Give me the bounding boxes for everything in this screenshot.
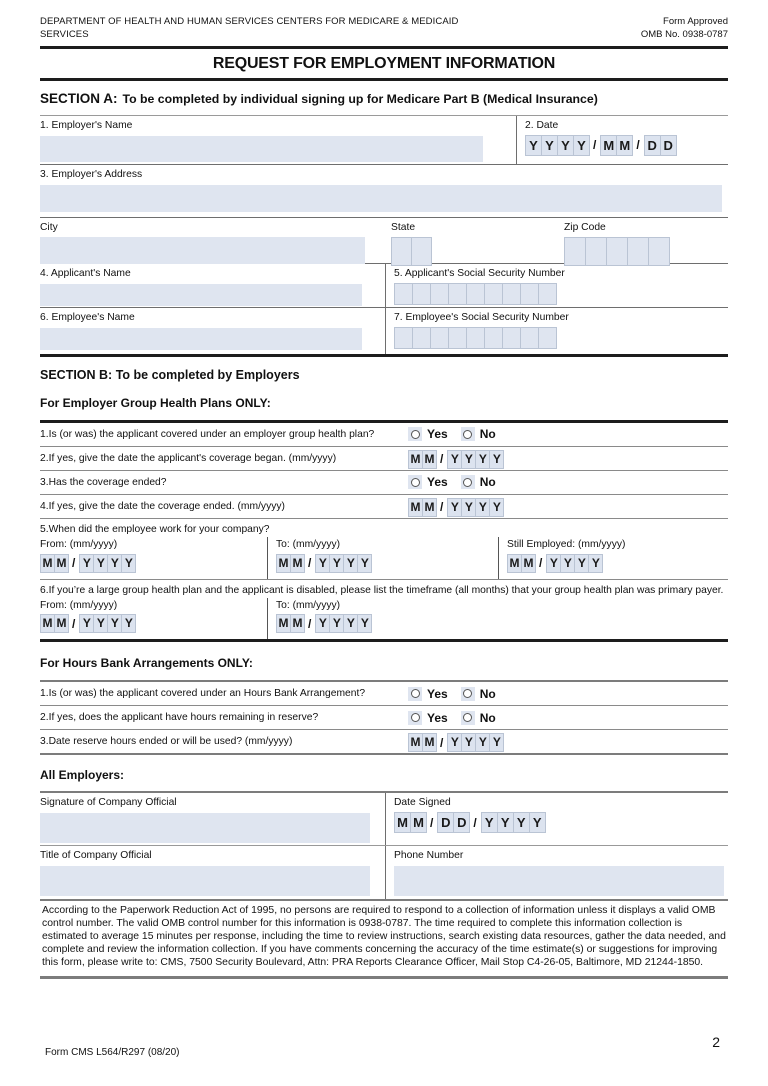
radio-circle-icon — [411, 689, 420, 698]
date-char-box[interactable]: Y — [573, 135, 590, 156]
date-char-box[interactable]: M — [408, 498, 423, 517]
title-label: Title of Company Official — [40, 850, 152, 862]
radio-circle-icon — [411, 430, 420, 439]
gh-question-5 — [40, 519, 728, 580]
date-separator: / — [636, 138, 640, 153]
date-char-box[interactable]: Y — [489, 733, 504, 752]
date-char-box[interactable]: Y — [489, 450, 504, 469]
gh-q2-date-field[interactable] — [408, 450, 503, 469]
date-char-box[interactable]: Y — [107, 614, 122, 633]
digit-box[interactable] — [412, 327, 431, 349]
q6-to-col — [267, 598, 498, 640]
q6-to-date-field[interactable] — [276, 614, 371, 633]
digit-box[interactable] — [394, 283, 413, 305]
gh-question-6 — [40, 580, 728, 643]
employer-name-input[interactable] — [40, 136, 483, 162]
date-char-box[interactable]: Y — [79, 614, 94, 633]
date-char-box[interactable]: Y — [343, 554, 358, 573]
date-char-box[interactable]: Y — [315, 554, 330, 573]
radio-circle-icon — [411, 478, 420, 487]
date-char-box[interactable]: M — [290, 614, 305, 633]
digit-box[interactable] — [448, 327, 467, 349]
section-a-heading — [40, 81, 728, 116]
applicant-ssn-label: 5. Applicant's Social Security Number — [394, 267, 565, 279]
signature-cell — [40, 793, 385, 845]
digit-box[interactable] — [412, 283, 431, 305]
q5-from-col — [40, 537, 267, 579]
date-char-box[interactable]: M — [276, 614, 291, 633]
date-char-box[interactable]: Y — [329, 614, 344, 633]
q5-still-employed-date-field[interactable] — [507, 554, 602, 573]
date-char-box[interactable]: M — [408, 733, 423, 752]
gh-q3-label: 3.Has the coverage ended? — [40, 476, 167, 488]
date-char-box[interactable]: Y — [343, 614, 358, 633]
applicant-name-label: 4. Applicant's Name — [40, 267, 131, 279]
date-separator: / — [593, 138, 597, 153]
digit-box[interactable] — [502, 283, 521, 305]
employee-name-label: 6. Employee's Name — [40, 311, 135, 323]
gh-question-2 — [40, 447, 728, 471]
form-approved-text: Form Approved — [663, 16, 728, 27]
date-separator: / — [440, 452, 444, 467]
date-char-box[interactable]: Y — [79, 554, 94, 573]
gh-q1-yes-no — [408, 427, 509, 441]
radio-circle-icon — [463, 478, 472, 487]
date-separator: / — [440, 500, 444, 515]
employee-name-cell — [40, 308, 385, 354]
date-char-box[interactable]: Y — [489, 498, 504, 517]
date-char-box[interactable]: M — [507, 554, 522, 573]
gh-question-4 — [40, 495, 728, 519]
hb-q2-yes-no — [408, 711, 509, 725]
date-char-box[interactable]: Y — [541, 135, 558, 156]
date-char-box[interactable]: Y — [574, 554, 589, 573]
yes-label: Yes — [427, 427, 448, 442]
date-separator: / — [72, 556, 76, 571]
digit-box[interactable] — [391, 237, 412, 266]
date-separator: / — [430, 815, 434, 830]
date-separator: / — [308, 616, 312, 631]
date-char-box[interactable]: Y — [461, 450, 476, 469]
date-separator: / — [308, 556, 312, 571]
hb-question-3 — [40, 730, 728, 755]
digit-box[interactable] — [585, 237, 607, 266]
date-label: 2. Date — [525, 119, 559, 131]
date-char-box[interactable]: M — [408, 450, 423, 469]
date-char-box[interactable]: M — [410, 812, 427, 833]
date-char-box[interactable]: Y — [461, 498, 476, 517]
title-input[interactable] — [40, 866, 370, 896]
city-cell — [40, 218, 391, 263]
row-employer-address — [40, 165, 728, 218]
date-char-box[interactable]: M — [394, 812, 411, 833]
q5-to-date-field[interactable] — [276, 554, 371, 573]
gh-q4-date-field[interactable] — [408, 498, 503, 517]
date-char-box[interactable]: Y — [357, 614, 372, 633]
q5-to-label: To: (mm/yyyy) — [276, 538, 341, 550]
gh-q4-label: 4.If yes, give the date the coverage ended. (mm/yyyy) — [40, 500, 285, 512]
date-char-box[interactable]: Y — [481, 812, 498, 833]
row-employer-name-date — [40, 116, 728, 165]
section-b-heading: SECTION B: To be completed by Employers — [40, 367, 300, 382]
employee-ssn-input[interactable] — [394, 327, 556, 349]
date-char-box[interactable]: M — [54, 614, 69, 633]
digit-box[interactable] — [606, 237, 628, 266]
q5-from-label: From: (mm/yyyy) — [40, 538, 118, 550]
hb-q3-date-field[interactable] — [408, 733, 503, 752]
employer-name-label: 1. Employer's Name — [40, 119, 133, 131]
date-char-box[interactable]: Y — [121, 614, 136, 633]
radio-circle-icon — [463, 430, 472, 439]
date-char-box[interactable]: Y — [447, 498, 462, 517]
date-char-box[interactable]: D — [644, 135, 661, 156]
phone-cell — [385, 846, 728, 899]
date-char-box[interactable]: Y — [560, 554, 575, 573]
employee-name-input[interactable] — [40, 328, 362, 350]
gh-q3-yes-no — [408, 475, 509, 489]
digit-box[interactable] — [538, 327, 557, 349]
signature-input[interactable] — [40, 813, 370, 843]
date-cell — [516, 116, 676, 164]
date-char-box[interactable]: M — [600, 135, 617, 156]
row-applicant — [40, 264, 728, 308]
digit-box[interactable] — [484, 327, 503, 349]
employer-address-label: 3. Employer's Address — [40, 168, 143, 180]
city-label: City — [40, 221, 58, 233]
date-char-box[interactable]: Y — [475, 733, 490, 752]
no-label: No — [479, 427, 496, 442]
gh-q1-yes-radio[interactable] — [408, 427, 422, 441]
digit-box[interactable] — [627, 237, 649, 266]
all-employers-table — [40, 791, 728, 901]
digit-box[interactable] — [564, 237, 586, 266]
employee-ssn-label: 7. Employee's Social Security Number — [394, 311, 569, 323]
employer-address-input[interactable] — [40, 185, 722, 212]
signature-label: Signature of Company Official — [40, 797, 177, 809]
employer-address-cell — [40, 165, 722, 217]
date-char-box[interactable]: M — [521, 554, 536, 573]
radio-circle-icon — [411, 713, 420, 722]
no-label: No — [479, 475, 496, 490]
hb-q2-label: 2.If yes, does the applicant have hours remaining in reserve? — [40, 712, 319, 724]
digit-box[interactable] — [648, 237, 670, 266]
yes-label: Yes — [427, 710, 448, 725]
zip-cell — [564, 218, 728, 263]
digit-box[interactable] — [394, 327, 413, 349]
date-char-box[interactable]: Y — [447, 733, 462, 752]
date-char-box[interactable]: Y — [588, 554, 603, 573]
form-approved-block — [641, 16, 728, 42]
date-char-box[interactable]: M — [276, 554, 291, 573]
yes-label: Yes — [427, 475, 448, 490]
date-char-box[interactable]: M — [290, 554, 305, 573]
date-char-box[interactable]: Y — [525, 135, 542, 156]
row-employee — [40, 308, 728, 357]
hb-q1-yes-radio[interactable] — [408, 687, 422, 701]
paperwork-reduction-act-statement: According to the Paperwork Reduction Act of 1995, no persons are required to respond to a collection of information unless it displays a valid OMB control number. The valid OMB control number for this information is 0938-0787. The time required to complete this information collection is estimated to average 15 minutes per response, including the time to review instructions, search existing data resources, gather the data needed, and complete and review the information collection. If you have comments concerning the accuracy of the time estimate(s) or suggestions for improving this form, please write to: CMS, 7500 Security Boulevard, Attn: PRA Reports Clearance Officer, Mail Stop C4-26-05, Baltimore, MD 21244-1850. — [40, 901, 728, 978]
digit-box[interactable] — [520, 283, 539, 305]
date-char-box[interactable]: M — [40, 554, 55, 573]
state-label: State — [391, 221, 416, 233]
date-char-box[interactable]: Y — [93, 614, 108, 633]
hb-q1-no-radio[interactable] — [461, 687, 475, 701]
form-title: REQUEST FOR EMPLOYMENT INFORMATION — [40, 49, 728, 81]
digit-box[interactable] — [430, 327, 449, 349]
state-cell — [391, 218, 564, 263]
gh-question-3 — [40, 471, 728, 495]
row-title-phone — [40, 845, 728, 899]
radio-circle-icon — [463, 713, 472, 722]
q5-from-date-field[interactable] — [40, 554, 135, 573]
applicant-name-cell — [40, 264, 385, 307]
date-separator: / — [473, 815, 477, 830]
date-char-box[interactable]: M — [54, 554, 69, 573]
q6-from-date-field[interactable] — [40, 614, 135, 633]
no-label: No — [479, 710, 496, 725]
digit-box[interactable] — [538, 283, 557, 305]
zip-input[interactable] — [564, 237, 669, 266]
hb-q2-no-radio[interactable] — [461, 711, 475, 725]
date-signed-field[interactable] — [394, 812, 545, 833]
phone-label: Phone Number — [394, 850, 464, 862]
q5-still-employed-label: Still Employed: (mm/yyyy) — [507, 538, 626, 550]
agency-line1: DEPARTMENT OF HEALTH AND HUMAN SERVICES CENTERS FOR MEDICARE & MEDICAID — [40, 16, 459, 27]
employer-name-cell — [40, 116, 516, 164]
digit-box[interactable] — [520, 327, 539, 349]
date-char-box[interactable]: Y — [447, 450, 462, 469]
digit-box[interactable] — [484, 283, 503, 305]
date-char-box[interactable]: Y — [475, 498, 490, 517]
date-separator: / — [440, 735, 444, 750]
digit-box[interactable] — [430, 283, 449, 305]
zip-label: Zip Code — [564, 221, 606, 233]
yes-label: Yes — [427, 686, 448, 701]
date-char-box[interactable]: D — [453, 812, 470, 833]
date-char-box[interactable]: M — [40, 614, 55, 633]
section-a-prefix: SECTION A: — [40, 90, 118, 106]
q5-to-col — [267, 537, 498, 579]
date-char-box[interactable]: Y — [315, 614, 330, 633]
date-field[interactable] — [525, 135, 676, 156]
title-cell — [40, 846, 385, 899]
digit-box[interactable] — [466, 283, 485, 305]
digit-box[interactable] — [448, 283, 467, 305]
page-number: 2 — [712, 1034, 720, 1050]
date-char-box[interactable]: Y — [497, 812, 514, 833]
applicant-name-input[interactable] — [40, 284, 362, 306]
hb-q3-label: 3.Date reserve hours ended or will be used? (mm/yyyy) — [40, 736, 293, 748]
gh-q1-no-radio[interactable] — [461, 427, 475, 441]
date-char-box[interactable]: Y — [557, 135, 574, 156]
date-char-box[interactable]: Y — [357, 554, 372, 573]
q6-to-label: To: (mm/yyyy) — [276, 599, 341, 611]
radio-circle-icon — [463, 689, 472, 698]
date-char-box[interactable]: Y — [513, 812, 530, 833]
date-char-box[interactable]: M — [422, 498, 437, 517]
gh-q2-label: 2.If yes, give the date the applicant's coverage began. (mm/yyyy) — [40, 452, 337, 464]
hb-question-1 — [40, 682, 728, 706]
omb-number: OMB No. 0938-0787 — [640, 28, 728, 40]
no-label: No — [479, 686, 496, 701]
date-char-box[interactable]: D — [660, 135, 677, 156]
date-char-box[interactable]: Y — [121, 554, 136, 573]
section-a-table — [40, 116, 728, 357]
digit-box[interactable] — [466, 327, 485, 349]
agency-line2: SERVICES — [40, 28, 89, 40]
date-char-box[interactable]: Y — [461, 733, 476, 752]
date-char-box[interactable]: Y — [93, 554, 108, 573]
date-char-box[interactable]: M — [422, 733, 437, 752]
group-health-heading: For Employer Group Health Plans ONLY: — [40, 382, 728, 423]
date-char-box[interactable]: Y — [329, 554, 344, 573]
gh-q3-no-radio[interactable] — [461, 475, 475, 489]
gh-q3-yes-radio[interactable] — [408, 475, 422, 489]
employee-ssn-cell — [385, 308, 728, 354]
gh-question-1 — [40, 423, 728, 447]
hb-question-2 — [40, 706, 728, 730]
all-employers-heading: All Employers: — [40, 768, 125, 783]
state-input[interactable] — [391, 237, 431, 266]
digit-box[interactable] — [502, 327, 521, 349]
hours-bank-heading: For Hours Bank Arrangements ONLY: — [40, 642, 728, 682]
date-char-box[interactable]: Y — [546, 554, 561, 573]
row-city-state-zip — [40, 218, 728, 264]
digit-box[interactable] — [411, 237, 432, 266]
date-separator: / — [539, 556, 543, 571]
q6-from-label: From: (mm/yyyy) — [40, 599, 118, 611]
hb-q1-label: 1.Is (or was) the applicant covered under an Hours Bank Arrangement? — [40, 688, 366, 700]
q6-from-col — [40, 598, 267, 640]
row-signature-date — [40, 793, 728, 845]
form-header — [40, 0, 728, 49]
city-input[interactable] — [40, 237, 365, 264]
date-char-box[interactable]: Y — [475, 450, 490, 469]
date-signed-cell — [385, 793, 728, 845]
date-char-box[interactable]: M — [422, 450, 437, 469]
hb-q1-yes-no — [408, 687, 509, 701]
date-char-box[interactable]: Y — [529, 812, 546, 833]
gh-q6-label: 6.If you’re a large group health plan and the applicant is disabled, please list the timeframe (all months) that your group health plan was primary payer. — [40, 584, 724, 596]
agency-name — [40, 16, 458, 42]
date-char-box[interactable]: D — [437, 812, 454, 833]
applicant-ssn-input[interactable] — [394, 283, 556, 305]
date-signed-label: Date Signed — [394, 797, 451, 809]
section-a-description: To be completed by individual signing up for Medicare Part B (Medical Insurance) — [122, 91, 598, 106]
q5-still-employed-col — [498, 537, 728, 579]
gh-q1-label: 1.Is (or was) the applicant covered under an employer group health plan? — [40, 428, 375, 440]
date-separator: / — [72, 616, 76, 631]
date-char-box[interactable]: M — [616, 135, 633, 156]
form-number: Form CMS L564/R297 (08/20) — [45, 1047, 180, 1058]
applicant-ssn-cell — [385, 264, 728, 307]
hb-q2-yes-radio[interactable] — [408, 711, 422, 725]
date-char-box[interactable]: Y — [107, 554, 122, 573]
gh-q5-label: 5.When did the employee work for your company? — [40, 523, 270, 535]
phone-input[interactable] — [394, 866, 724, 896]
